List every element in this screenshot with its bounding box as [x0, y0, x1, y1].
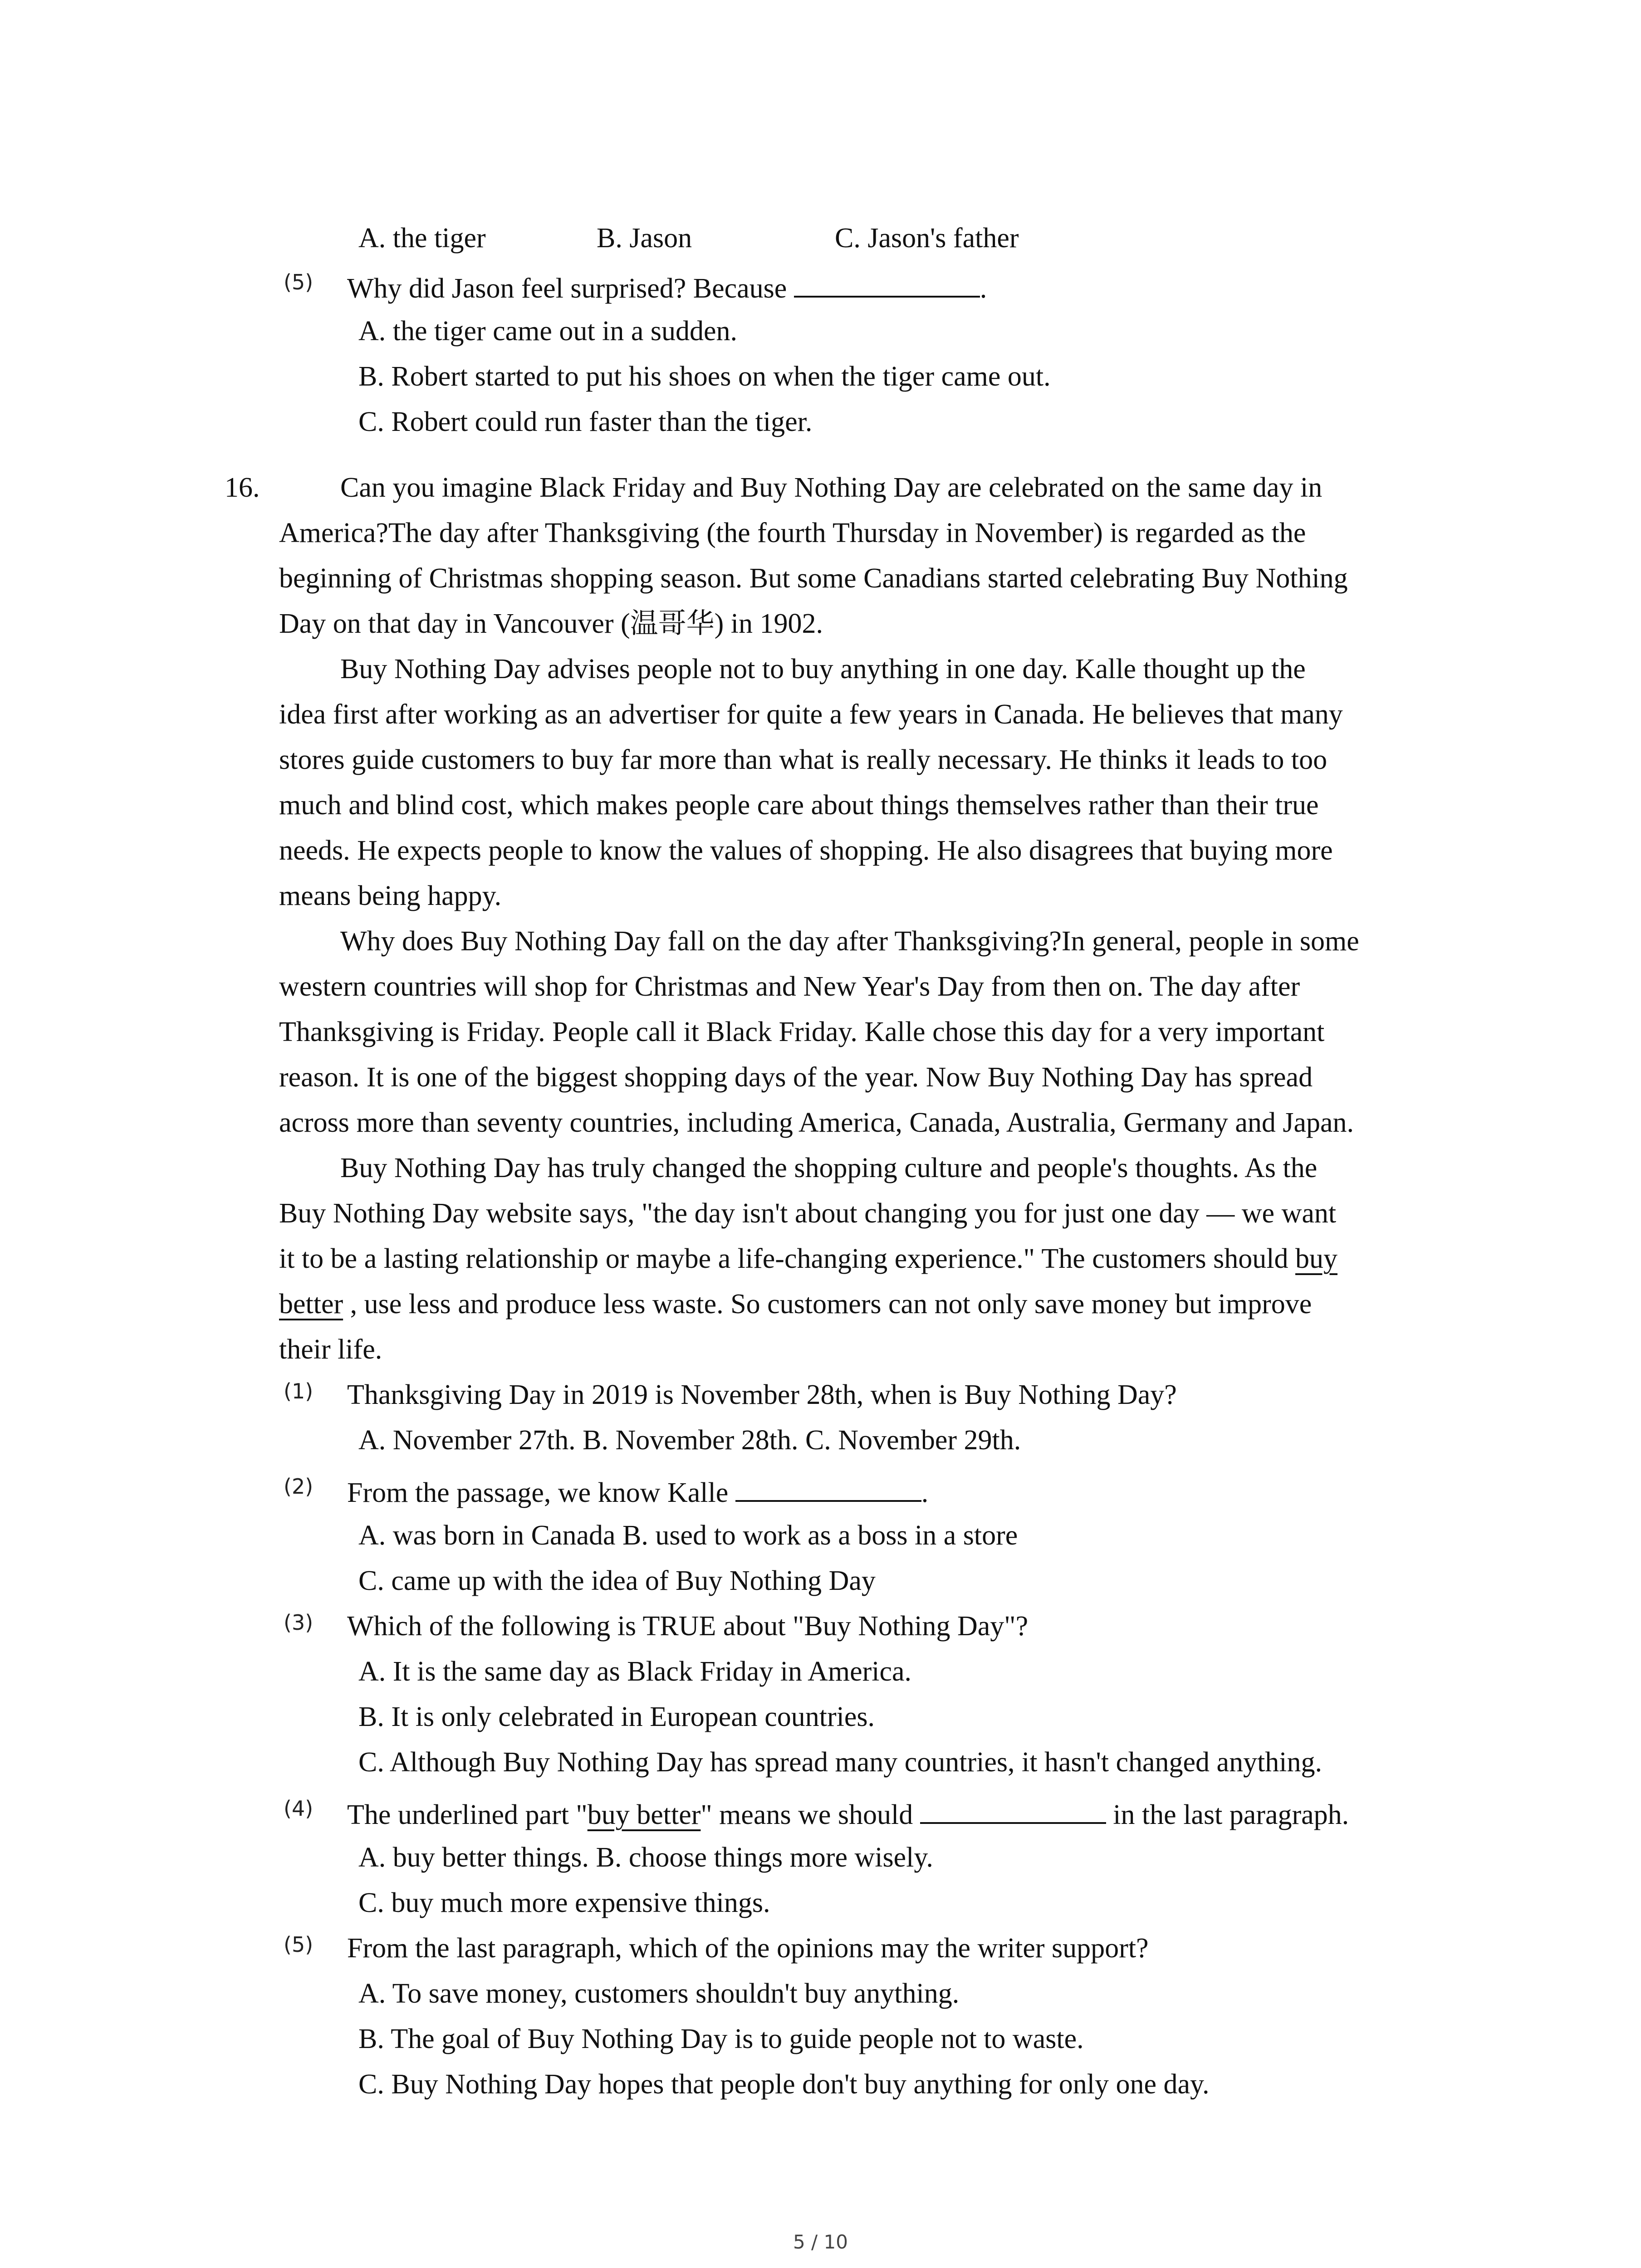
passage-line: needs. He expects people to know the values of shopping. He also disagrees that buying more: [279, 835, 1333, 866]
underlined-phrase: buy better: [587, 1799, 701, 1830]
passage-line: it to be a lasting relationship or maybe a life-changing experience." The customers should buy: [279, 1243, 1337, 1274]
option-a: A. It is the same day as Black Friday in America.: [358, 1656, 912, 1687]
options-line: C. buy much more expensive things.: [358, 1887, 770, 1918]
question-stem: The underlined part "buy better" means we should in the last paragraph.: [347, 1794, 1349, 1833]
option-b: B. Jason: [597, 223, 692, 254]
answer-blank: [735, 1472, 921, 1502]
passage-line: beginning of Christmas shopping season. But some Canadians started celebrating Buy Nothing: [279, 563, 1348, 594]
question-stem: From the passage, we know Kalle .: [347, 1472, 928, 1511]
option-b: B. It is only celebrated in European countries.: [358, 1701, 875, 1732]
answer-blank: [794, 268, 980, 298]
passage-line: their life.: [279, 1334, 382, 1365]
option-b: B. The goal of Buy Nothing Day is to guide people not to waste.: [358, 2024, 1084, 2054]
passage-line: much and blind cost, which makes people care about things themselves rather than their true: [279, 790, 1319, 821]
question-stem: Which of the following is TRUE about "Buy Nothing Day"?: [347, 1611, 1029, 1642]
passage-line: Why does Buy Nothing Day fall on the day after Thanksgiving?In general, people in some: [340, 926, 1359, 957]
passage-line: means being happy.: [279, 880, 502, 911]
passage-line: reason. It is one of the biggest shopping days of the year. Now Buy Nothing Day has spread: [279, 1062, 1313, 1093]
passage-line: Day on that day in Vancouver (温哥华) in 1902.: [279, 608, 823, 639]
option-c: C. Jason's father: [835, 223, 1019, 254]
passage-line: Buy Nothing Day advises people not to buy anything in one day. Kalle thought up the: [340, 654, 1306, 684]
question-number: (4): [284, 1796, 314, 1821]
question-16-number: 16.: [225, 472, 260, 503]
option-c: C. Although Buy Nothing Day has spread many countries, it hasn't changed anything.: [358, 1747, 1323, 1778]
passage-line: America?The day after Thanksgiving (the fourth Thursday in November) is regarded as the: [279, 518, 1306, 548]
page-number: 5 / 10: [793, 2231, 848, 2253]
question-number: (3): [284, 1610, 314, 1635]
passage-line: across more than seventy countries, including America, Canada, Australia, Germany and Japan.: [279, 1107, 1354, 1138]
question-number: (5): [284, 1932, 314, 1957]
question-number: (5): [284, 270, 314, 294]
answer-blank: [920, 1794, 1106, 1824]
question-number: (1): [284, 1379, 314, 1403]
option-c: C. Buy Nothing Day hopes that people don't buy anything for only one day.: [358, 2069, 1210, 2100]
passage-line: Buy Nothing Day website says, "the day isn't about changing you for just one day — we want: [279, 1198, 1337, 1229]
passage-line: Thanksgiving is Friday. People call it Black Friday. Kalle chose this day for a very important: [279, 1017, 1325, 1047]
passage-line: better , use less and produce less waste. So customers can not only save money but improve: [279, 1289, 1312, 1320]
options-line: C. came up with the idea of Buy Nothing Day: [358, 1565, 876, 1596]
option-a: A. To save money, customers shouldn't buy anything.: [358, 1978, 960, 2009]
underlined-phrase: buy: [1295, 1243, 1337, 1274]
question-number: (2): [284, 1474, 314, 1499]
option-a: A. the tiger: [358, 223, 486, 254]
passage-line: stores guide customers to buy far more than what is really necessary. He thinks it leads to too: [279, 744, 1327, 775]
question-stem: From the last paragraph, which of the opinions may the writer support?: [347, 1933, 1149, 1964]
underlined-phrase: better: [279, 1289, 343, 1320]
question-stem: Thanksgiving Day in 2019 is November 28th, when is Buy Nothing Day?: [347, 1379, 1177, 1410]
options-line: A. buy better things. B. choose things more wisely.: [358, 1842, 933, 1873]
options-line: A. was born in Canada B. used to work as a boss in a store: [358, 1520, 1018, 1551]
option-b: B. Robert started to put his shoes on when the tiger came out.: [358, 361, 1051, 392]
options-line: A. November 27th. B. November 28th. C. November 29th.: [358, 1425, 1021, 1456]
passage-line: Buy Nothing Day has truly changed the shopping culture and people's thoughts. As the: [340, 1153, 1318, 1183]
option-a: A. the tiger came out in a sudden.: [358, 316, 738, 347]
passage-line: idea first after working as an advertiser for quite a few years in Canada. He believes that many: [279, 699, 1343, 730]
option-c: C. Robert could run faster than the tiger.: [358, 406, 813, 437]
passage-line: western countries will shop for Christmas and New Year's Day from then on. The day after: [279, 971, 1300, 1002]
passage-line: Can you imagine Black Friday and Buy Nothing Day are celebrated on the same day in: [340, 472, 1323, 503]
question-stem: Why did Jason feel surprised? Because .: [347, 268, 987, 307]
